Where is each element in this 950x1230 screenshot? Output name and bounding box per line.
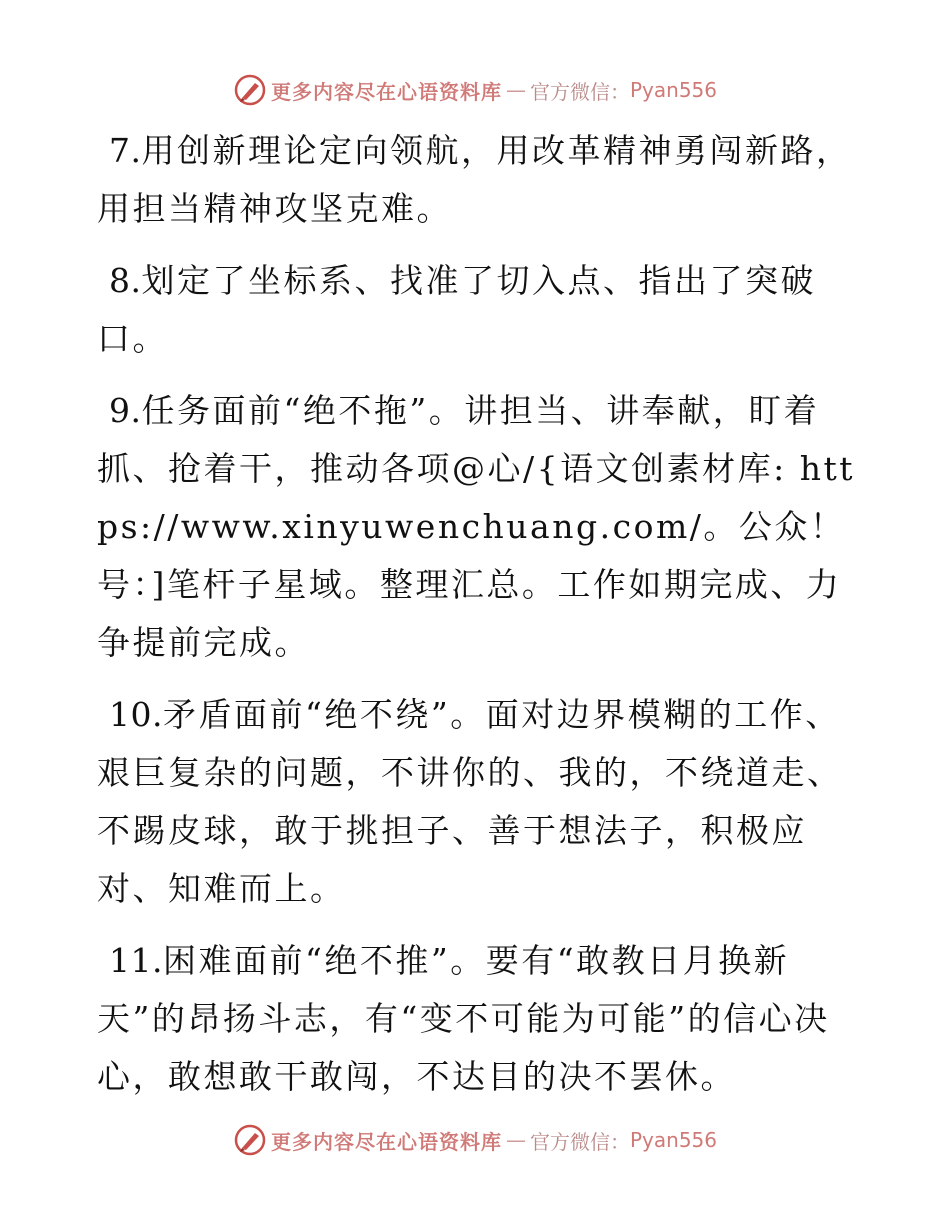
document-body <box>97 122 857 1120</box>
paragraph-8: 8.划定了坐标系、找准了切入点、指出了突破口。 <box>97 261 816 358</box>
banner-wechat-label: 官方微信： <box>529 1129 630 1154</box>
banner-wechat-label: 官方微信： <box>529 79 630 104</box>
paragraph-7: 7.用创新理论定向领航，用改革精神勇闯新路，用担当精神攻坚克难。 <box>97 131 852 228</box>
banner-separator: — <box>505 78 526 102</box>
footer-banner <box>0 1120 950 1160</box>
pen-logo-icon <box>233 73 267 107</box>
paragraph-9: 9.任务面前“绝不拖”。讲担当、讲奉献，盯着抓、抢着干，推动各项@心/{语文创素材库: https://www.xinyuwenchuang.com/。公众！号：]笔杆子星域。整理汇总。工作如期完成、力争提前完成。 <box>97 391 855 662</box>
banner-main-text: 更多内容尽在心语资料库 <box>270 1129 502 1154</box>
banner-separator: — <box>505 1128 526 1152</box>
banner-main-text: 更多内容尽在心语资料库 <box>270 79 502 104</box>
banner-wechat-id: Pyan556 <box>629 78 717 102</box>
header-banner <box>0 70 950 110</box>
banner-wechat-id: Pyan556 <box>629 1128 717 1152</box>
pen-logo-icon <box>233 1123 267 1157</box>
paragraph-10: 10.矛盾面前“绝不绕”。面对边界模糊的工作、艰巨复杂的问题，不讲你的、我的，不绕道走、不踢皮球，敢于挑担子、善于想法子，积极应对、知难而上。 <box>97 695 843 908</box>
paragraph-11: 11.困难面前“绝不推”。要有“敢教日月换新天”的昂扬斗志，有“变不可能为可能”的信心决心，敢想敢干敢闯，不达目的决不罢休。 <box>97 941 830 1096</box>
